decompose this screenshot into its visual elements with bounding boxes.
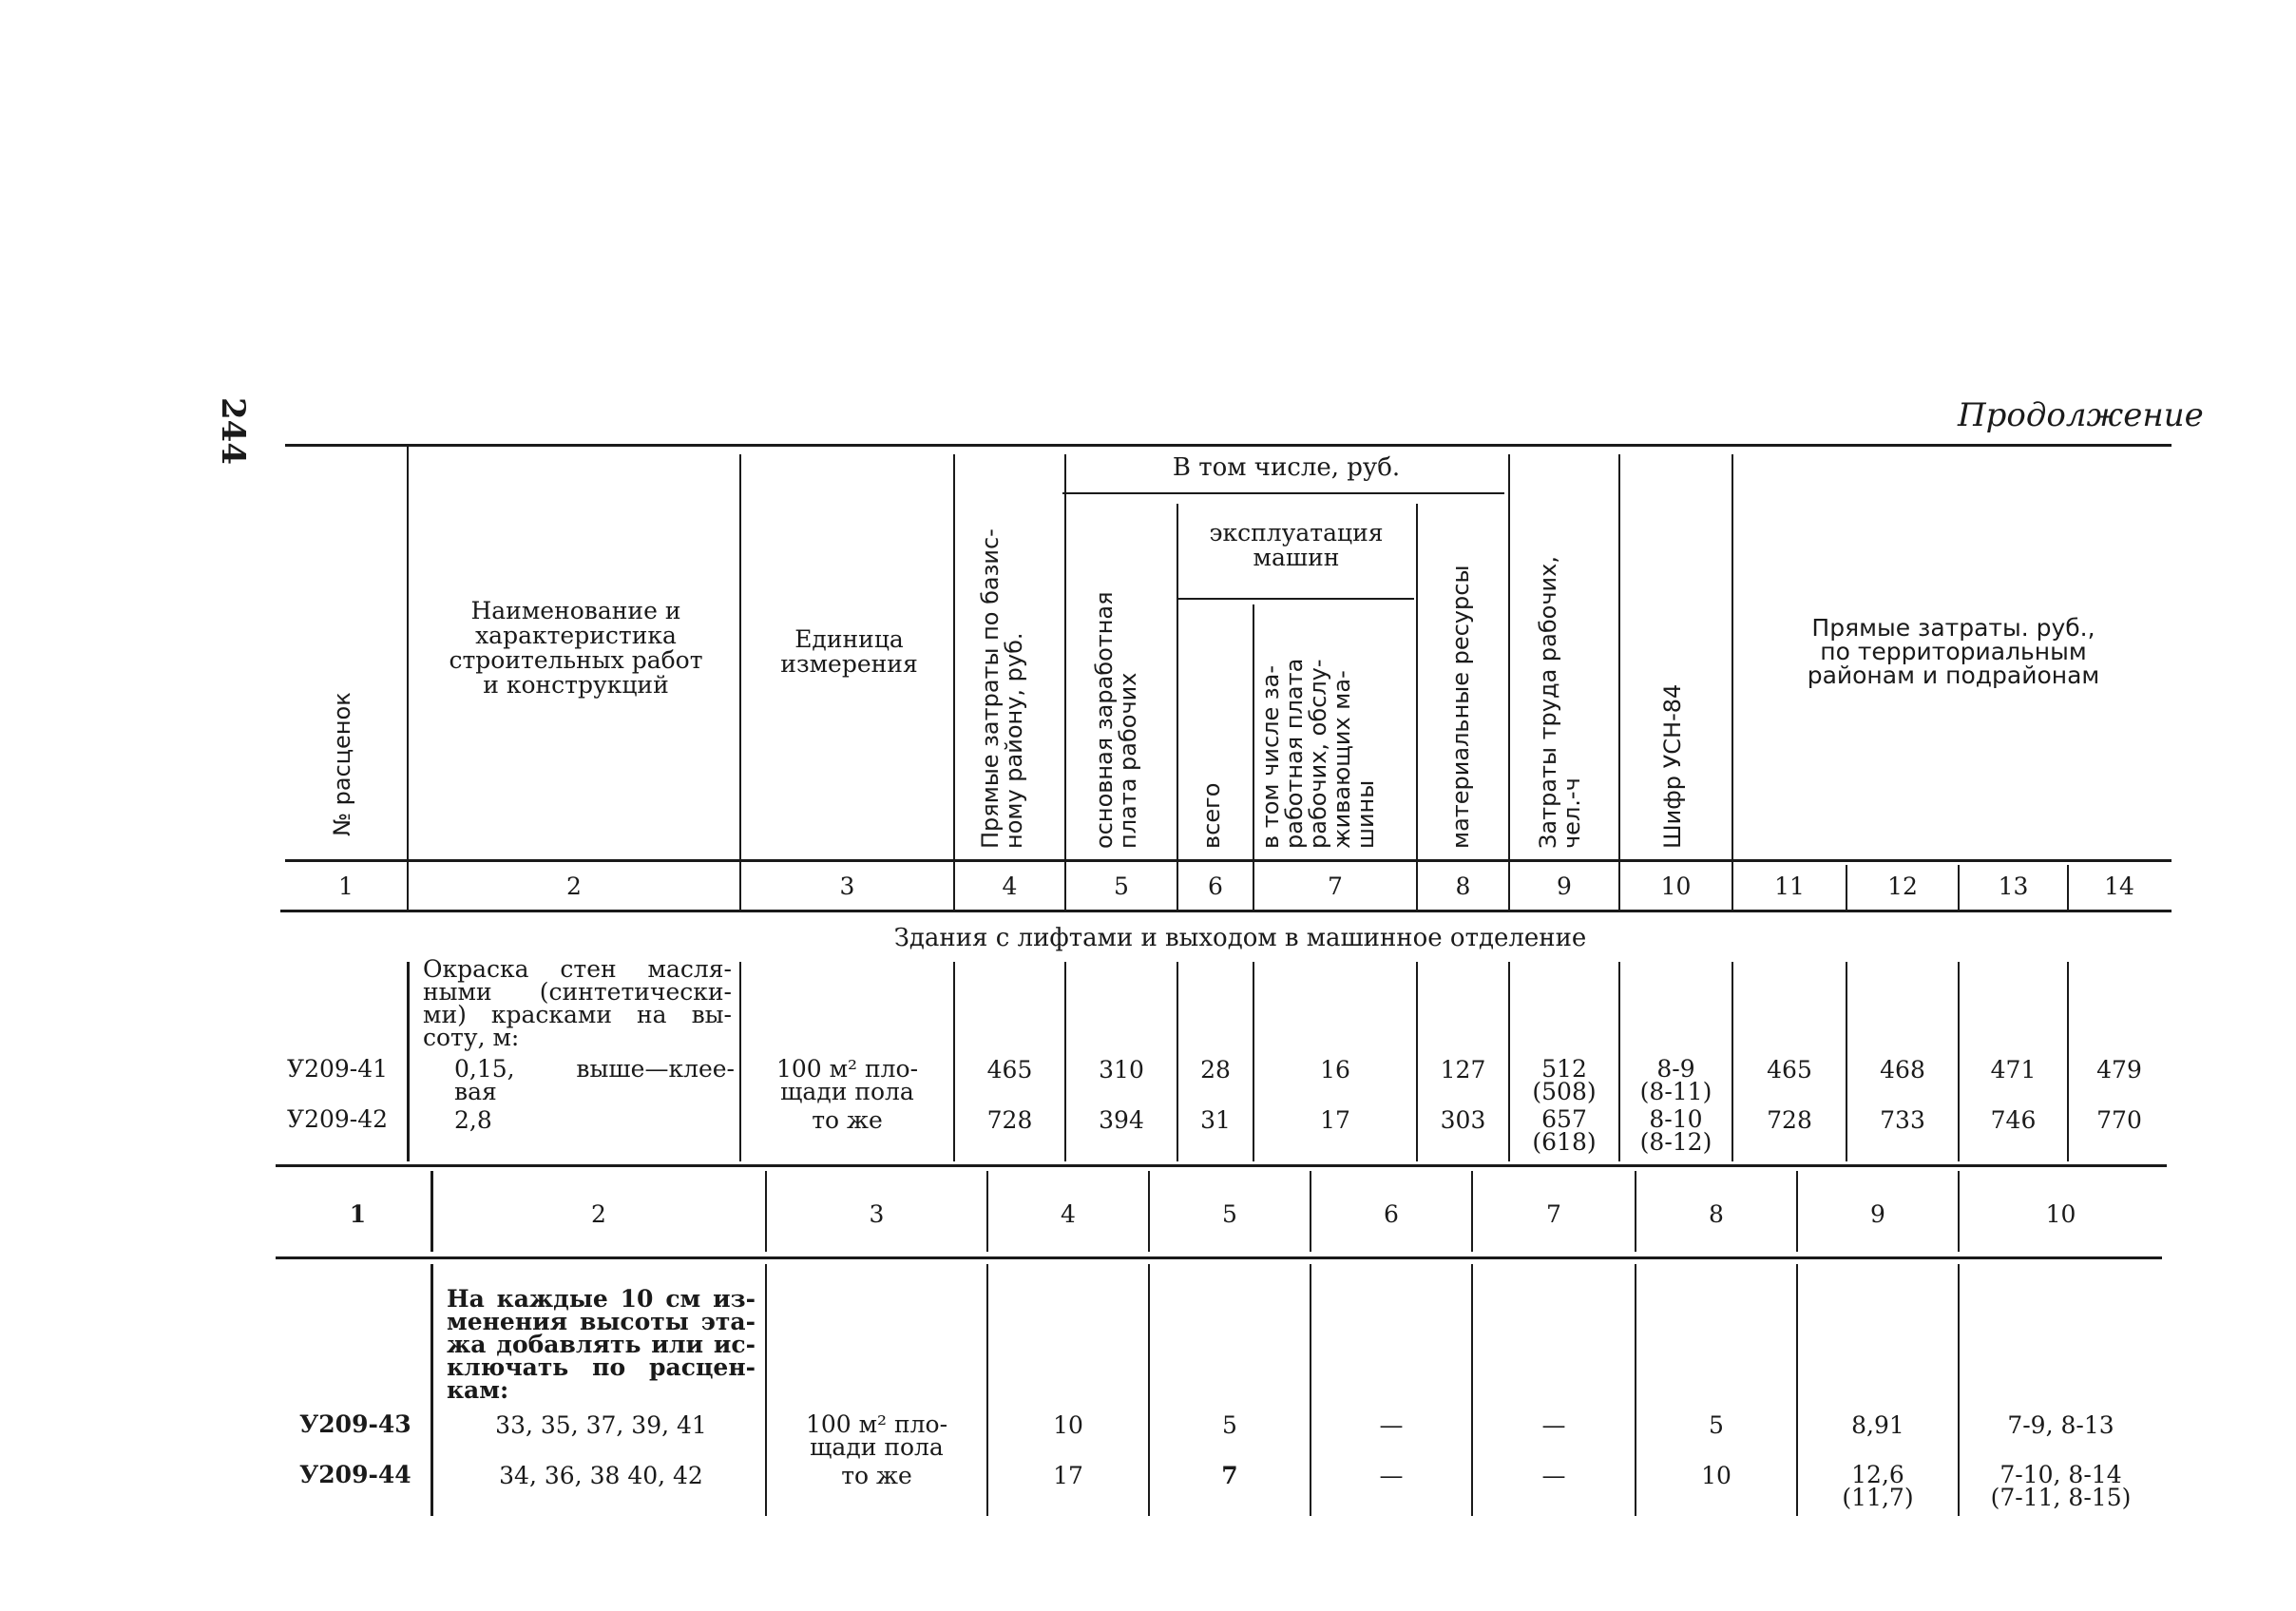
- cell-c14: 479: [2096, 1056, 2142, 1084]
- col-number: 10: [2045, 1200, 2076, 1228]
- col-number: 12: [1887, 873, 1918, 900]
- cell-c13: 471: [1990, 1056, 2037, 1084]
- col-number: 8: [1709, 1200, 1724, 1228]
- work-name: 34, 36, 38 40, 42: [499, 1462, 703, 1489]
- unit: то же: [841, 1462, 912, 1489]
- col-number: 11: [1774, 873, 1805, 900]
- header-territorial-costs: Прямые затраты. руб., по территориальным районам и подрайонам: [1807, 614, 2100, 689]
- rate-code: У209-44: [299, 1461, 411, 1488]
- header-machine-wages: в том числе за- работная плата рабочих, обслу- живающих ма- шины: [1257, 658, 1379, 849]
- cell-c8: 303: [1440, 1106, 1486, 1134]
- unit: то же: [812, 1106, 883, 1134]
- cell-c9: 512 (508): [1532, 1055, 1597, 1105]
- header-machine-operation: эксплуатация машин: [1209, 519, 1384, 571]
- cell-c12: 468: [1880, 1056, 1925, 1084]
- col-number: 6: [1384, 1200, 1399, 1228]
- header-materials: материальные ресурсы: [1447, 565, 1474, 849]
- rate-code: У209-43: [299, 1410, 411, 1438]
- rate-code: У209-41: [287, 1055, 389, 1083]
- cell-c4: 10: [1053, 1411, 1083, 1439]
- work-description: На каждые 10 см из- менения высоты эта- жа добавлять или ис- ключать по расцен- кам:: [447, 1285, 756, 1404]
- cell-c7: —: [1541, 1462, 1566, 1489]
- cell-c8: 127: [1440, 1056, 1486, 1084]
- col-number: 10: [1660, 873, 1692, 900]
- cell-c9: 8,91: [1851, 1411, 1904, 1439]
- cell-c6: —: [1379, 1411, 1404, 1439]
- cell-c10: 8-10 (8-12): [1639, 1105, 1712, 1156]
- cell-c6: —: [1379, 1462, 1404, 1489]
- work-name: 2,8: [454, 1106, 492, 1134]
- col-number: 4: [1061, 1200, 1076, 1228]
- col-number: 7: [1546, 1200, 1561, 1228]
- cell-c10: 7-9, 8-13: [2007, 1411, 2114, 1439]
- header-labor-costs: Затраты труда рабочих, чел.-ч: [1535, 556, 1585, 849]
- col-number: 5: [1222, 1200, 1237, 1228]
- header-machines-total: всего: [1198, 782, 1225, 849]
- unit: 100 м² пло- щади пола: [775, 1055, 919, 1105]
- cell-c5: 7: [1221, 1462, 1238, 1489]
- work-name: 0,15, выше—клее- вая: [454, 1055, 735, 1105]
- col-number: 14: [2104, 873, 2134, 900]
- header-rate-number: № расценок: [329, 692, 355, 836]
- col-number: 3: [839, 873, 855, 900]
- col-number: 7: [1328, 873, 1343, 900]
- cell-c5: 310: [1099, 1056, 1144, 1084]
- col-number: 3: [869, 1200, 885, 1228]
- col-number: 2: [591, 1200, 606, 1228]
- cell-c4: 465: [986, 1056, 1033, 1084]
- col-number: 13: [1998, 873, 2029, 900]
- header-unit: Единица измерения: [780, 625, 918, 678]
- cell-c7: 16: [1320, 1056, 1350, 1084]
- cell-c9: 12,6 (11,7): [1842, 1461, 1914, 1511]
- cell-c12: 733: [1880, 1106, 1925, 1134]
- col-number: 4: [1002, 873, 1018, 900]
- cell-c8: 5: [1709, 1411, 1724, 1439]
- col-number: 2: [566, 873, 582, 900]
- section-title: Здания с лифтами и выходом в машинное отделение: [893, 924, 1587, 952]
- header-work-name: Наименование и характеристика строительных работ и конструкций: [449, 597, 703, 699]
- cell-c10: 8-9 (8-11): [1639, 1055, 1712, 1105]
- page-number: 244: [214, 397, 252, 465]
- cell-c5: 5: [1222, 1411, 1237, 1439]
- cell-c6: 31: [1200, 1106, 1231, 1134]
- header-wages: основная заработная плата рабочих: [1091, 591, 1141, 849]
- header-including-group: В том числе, руб.: [1172, 453, 1401, 482]
- cell-c5: 394: [1099, 1106, 1144, 1134]
- col-number: 6: [1208, 873, 1223, 900]
- header-usn-code: Шифр УСН-84: [1659, 683, 1686, 849]
- col-number: 9: [1557, 873, 1572, 900]
- cell-c11: 465: [1767, 1056, 1812, 1084]
- cell-c14: 770: [2096, 1106, 2142, 1134]
- rate-code: У209-42: [287, 1105, 389, 1133]
- work-description: Окраска стен масля- ными (синтетически- ми) красками на вы- соту, м:: [423, 955, 732, 1051]
- cell-c8: 10: [1701, 1462, 1732, 1489]
- cell-c10: 7-10, 8-14 (7-11, 8-15): [1990, 1461, 2132, 1511]
- cell-c6: 28: [1200, 1056, 1231, 1084]
- cell-c9: 657 (618): [1532, 1105, 1597, 1156]
- cell-c13: 746: [1990, 1106, 2037, 1134]
- continuation-label: Продолжение: [1958, 396, 2204, 434]
- cell-c11: 728: [1767, 1106, 1812, 1134]
- header-direct-costs-base: Прямые затраты по базис- ному району, руб.: [977, 528, 1027, 849]
- cell-c7: 17: [1320, 1106, 1350, 1134]
- col-number: 5: [1114, 873, 1129, 900]
- cell-c4: 17: [1053, 1462, 1083, 1489]
- cell-c7: —: [1541, 1411, 1566, 1439]
- col-number: 8: [1455, 873, 1471, 900]
- work-name: 33, 35, 37, 39, 41: [495, 1411, 707, 1439]
- unit: 100 м² пло- щади пола: [805, 1410, 948, 1461]
- col-number: 1: [349, 1200, 367, 1228]
- col-number: 1: [338, 873, 354, 900]
- cell-c4: 728: [986, 1106, 1033, 1134]
- col-number: 9: [1870, 1200, 1885, 1228]
